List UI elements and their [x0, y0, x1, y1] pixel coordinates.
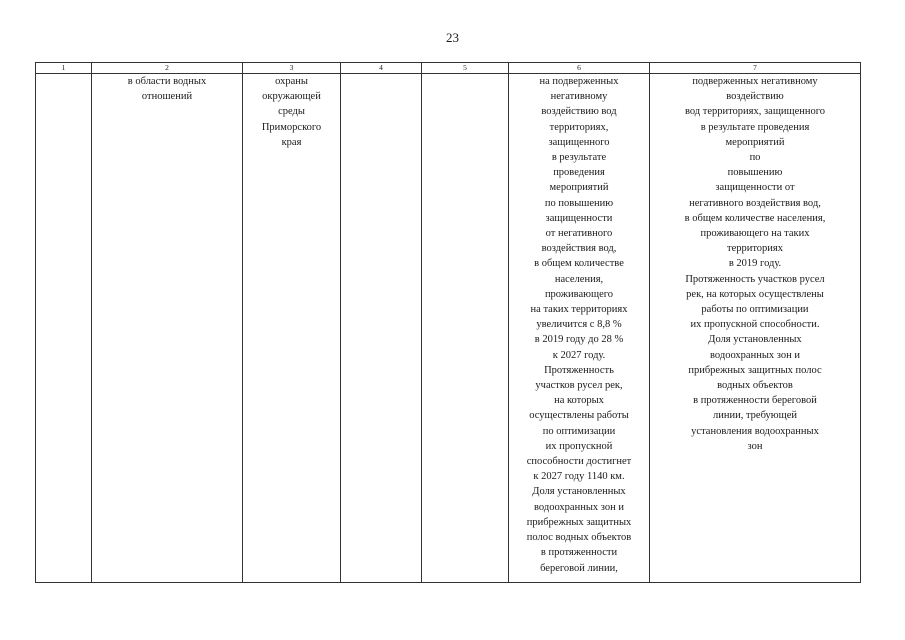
- cell-text-line: территориях: [726, 243, 784, 255]
- cell-text-line: по повышению: [544, 197, 614, 209]
- cell-text-line: увеличится с 8,8 %: [536, 319, 622, 331]
- cell-text-line: проведения: [553, 167, 605, 179]
- cell-text-line: защищенности: [545, 212, 613, 224]
- cell-text-line: окружающей: [262, 91, 321, 103]
- cell-text-line: в протяженности: [540, 547, 618, 559]
- cell-text-line: Протяженность участков русел: [685, 273, 825, 285]
- cell-text-line: береговой линии,: [540, 562, 618, 574]
- table-cell-col2: [92, 74, 243, 583]
- cell-text-line: к 2027 году.: [552, 349, 606, 361]
- cell-text-line: вод территориях, защищенного: [684, 106, 826, 118]
- cell-text-line: зон: [747, 440, 763, 452]
- cell-text-line: в результате: [551, 152, 607, 164]
- cell-text-line: подверженных негативному: [692, 76, 818, 87]
- cell-text-line: воздействию вод: [541, 106, 617, 118]
- cell-text-line: линии, требующей: [713, 410, 797, 422]
- column-header-1: 1: [36, 63, 92, 74]
- cell-text-line: их пропускной способности.: [690, 319, 820, 331]
- cell-text-line: воздействию: [726, 91, 784, 103]
- table-cell-col5: [422, 74, 509, 583]
- table-cell-col6: [509, 74, 650, 583]
- cell-text-line: Приморского: [261, 121, 322, 133]
- document-table: [35, 62, 861, 583]
- table-cell-col7: [650, 74, 861, 583]
- cell-text-line: водоохранных зон и: [710, 349, 800, 361]
- cell-text-line: отношений: [141, 91, 193, 103]
- cell-text-line: защищенного: [548, 136, 610, 148]
- cell-text-line: к 2027 году 1140 км.: [533, 471, 625, 483]
- cell-text-line: повышению: [727, 167, 783, 179]
- cell-text-line: работы по оптимизации: [701, 304, 809, 316]
- cell-text-line: прибрежных защитных: [526, 516, 632, 528]
- cell-text-line: мероприятий: [549, 182, 609, 194]
- cell-text-line: осуществлены работы: [529, 410, 629, 422]
- cell-text-line: Доля установленных: [532, 486, 626, 498]
- cell-text-line: установления водоохранных: [691, 425, 819, 437]
- cell-text-line: участков русел рек,: [535, 380, 623, 392]
- cell-text-line: Протяженность: [544, 364, 614, 376]
- table-header-row: [36, 63, 861, 74]
- cell-text-line: в общем количестве населения,: [684, 212, 826, 224]
- table-row: [36, 74, 861, 583]
- cell-text-line: прибрежных защитных полос: [688, 364, 822, 376]
- table-cell-col4: [341, 74, 422, 583]
- cell-text-line: охраны: [275, 76, 308, 87]
- cell-text-line: в 2019 году.: [728, 258, 782, 270]
- cell-text-line: проживающего: [544, 288, 614, 300]
- cell-text-line: по: [749, 152, 761, 164]
- column-header-6: 6: [509, 63, 650, 74]
- cell-text-line: по оптимизации: [542, 425, 616, 437]
- cell-text-line: в результате проведения: [700, 121, 810, 133]
- cell-text-line: проживающего на таких: [700, 228, 810, 240]
- cell-text-line: среды: [278, 106, 305, 118]
- table-cell-col3: [243, 74, 341, 583]
- cell-text-line: воздействия вод,: [541, 243, 617, 255]
- cell-text-line: на которых: [554, 395, 604, 407]
- cell-text-line: их пропускной: [545, 440, 613, 452]
- cell-text-line: защищенности от: [715, 182, 795, 194]
- column-header-2: 2: [92, 63, 243, 74]
- cell-text-line: от негативного: [545, 228, 613, 240]
- cell-text-line: территориях,: [549, 121, 609, 133]
- cell-text-line: населения,: [554, 273, 604, 285]
- cell-text-line: в протяженности береговой: [693, 395, 817, 407]
- table-cell-col1: [36, 74, 92, 583]
- cell-text-line: полос водных объектов: [526, 532, 632, 544]
- cell-text-line: водных объектов: [717, 380, 793, 392]
- cell-text-line: на подверженных: [539, 76, 619, 87]
- cell-text-line: рек, на которых осуществлены: [686, 288, 824, 300]
- cell-text-line: края: [281, 136, 302, 148]
- cell-text-line: способности достигнет: [526, 456, 632, 468]
- cell-text-line: в 2019 году до 28 %: [534, 334, 624, 346]
- column-header-5: 5: [422, 63, 509, 74]
- cell-text-line: водоохранных зон и: [534, 501, 624, 513]
- column-header-3: 3: [243, 63, 341, 74]
- cell-text-line: негативному: [550, 91, 608, 103]
- column-header-7: 7: [650, 63, 861, 74]
- cell-text-line: мероприятий: [725, 136, 785, 148]
- cell-text-line: в общем количестве: [534, 258, 624, 270]
- cell-text-line: Доля установленных: [708, 334, 802, 346]
- page-number: 23: [446, 30, 459, 45]
- cell-text-line: в области водных: [127, 76, 207, 87]
- cell-text-line: негативного воздействия вод,: [689, 197, 821, 209]
- column-header-4: 4: [341, 63, 422, 74]
- cell-text-line: на таких территориях: [530, 304, 628, 316]
